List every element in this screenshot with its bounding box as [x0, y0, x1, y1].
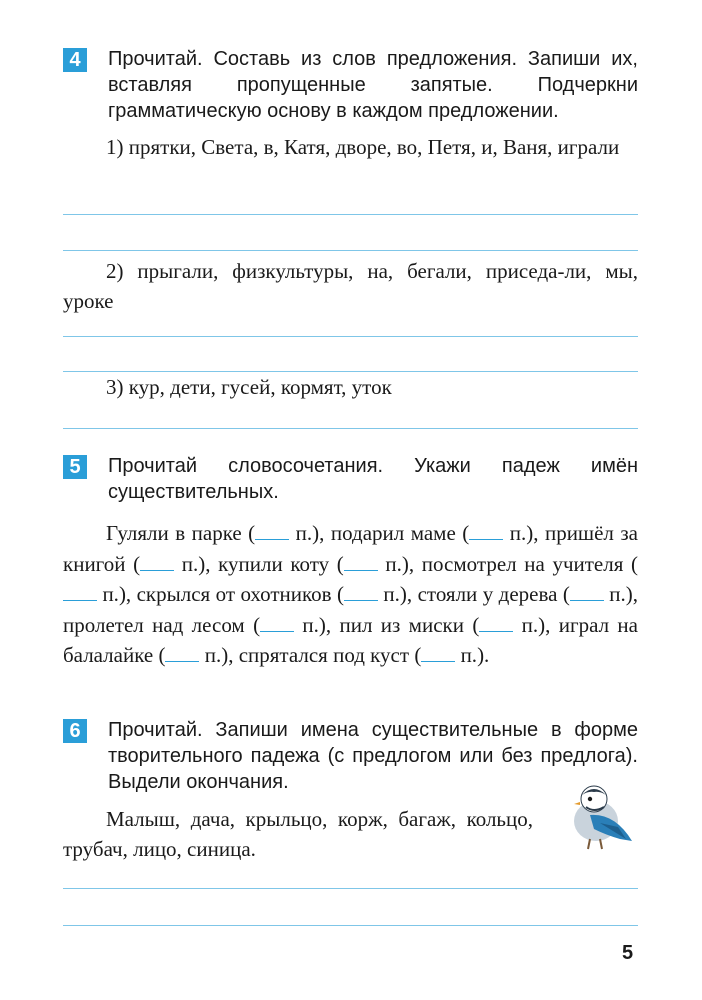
writing-line[interactable]	[63, 925, 638, 926]
case-abbr: п.	[295, 521, 313, 545]
bird-illustration	[560, 775, 640, 860]
phrase: посмотрел на учителя	[421, 551, 624, 576]
case-abbr: п.	[385, 551, 402, 576]
case-blank[interactable]	[479, 615, 513, 632]
case-abbr: п.	[383, 582, 400, 606]
writing-line[interactable]	[63, 336, 638, 337]
phrase: пил из миски	[339, 612, 464, 637]
task-4-item-3: 3) кур, дети, гусей, кормят, уток	[106, 375, 392, 399]
phrase: играл на балалайке	[63, 612, 638, 667]
case-blank[interactable]	[63, 584, 97, 601]
writing-line[interactable]	[63, 888, 638, 889]
case-abbr: п.	[460, 643, 478, 667]
case-abbr: п.	[102, 582, 119, 606]
page-number: 5	[622, 942, 634, 964]
case-abbr: п.	[609, 582, 626, 606]
case-blank[interactable]	[344, 554, 378, 571]
case-abbr: п.	[302, 612, 319, 637]
case-blank[interactable]	[165, 645, 199, 662]
task-number-5: 5	[63, 455, 87, 479]
bird-icon	[560, 775, 640, 855]
case-abbr: п.	[509, 521, 527, 545]
task-5-phrases: Гуляли в парке ( п.), подарил маме ( п.), пришёл за книгой ( п.), купили коту ( п.), посмотрел на учителя ( п.), скрылся от охотников ( п.), стояли у дерева ( п.), пролетел над лесом ( п.), пил из миски ( п.), играл на балалайке ( п.), спрятался под куст ( п.).	[63, 521, 639, 667]
phrase: Гуляли в парке	[106, 521, 242, 545]
task-number-4: 4	[63, 48, 87, 72]
task-6-instruction: Прочитай. Запиши имена существительные в форме творительного падежа (с предлогом или без предлога). Выдели окончания.	[108, 719, 638, 793]
writing-line[interactable]	[63, 250, 638, 251]
case-blank[interactable]	[344, 584, 378, 601]
case-blank[interactable]	[255, 523, 289, 540]
case-blank[interactable]	[570, 584, 604, 601]
phrase: подарил маме	[330, 521, 456, 545]
case-blank[interactable]	[469, 523, 503, 540]
task-4-item-1: 1) прятки, Света, в, Катя, дворе, во, Петя, и, Ваня, играли	[106, 135, 620, 159]
task-4-instruction: Прочитай. Составь из слов предложения. Запиши их, вставляя пропущенные запятые. Подчеркни грамматическую основу в каждом предложении.	[108, 48, 638, 122]
task-4-item-2: 2) прыгали, физкультуры, на, бегали, приседа-ли, мы, уроке	[63, 259, 638, 313]
phrase: стояли у дерева	[417, 582, 558, 606]
writing-line[interactable]	[63, 428, 638, 429]
task-5-instruction: Прочитай словосочетания. Укажи падеж имён существительных.	[108, 455, 638, 503]
phrase: скрылся от охотников	[136, 582, 332, 606]
phrase: пришёл за книгой	[63, 521, 638, 576]
task-6-words: Малыш, дача, крыльцо, корж, багаж, кольцо, трубач, лицо, синица.	[63, 807, 533, 861]
phrase: купили коту	[218, 551, 330, 576]
case-blank[interactable]	[140, 554, 174, 571]
writing-line[interactable]	[63, 214, 638, 215]
case-abbr: п.	[521, 612, 539, 637]
case-blank[interactable]	[421, 645, 455, 662]
case-abbr: п.	[181, 551, 199, 576]
phrase: пролетел над лесом	[63, 612, 245, 637]
case-blank[interactable]	[260, 615, 294, 632]
case-abbr: п.	[204, 643, 222, 667]
phrase: спрятался под куст	[238, 643, 410, 667]
task-number-6: 6	[63, 719, 87, 743]
